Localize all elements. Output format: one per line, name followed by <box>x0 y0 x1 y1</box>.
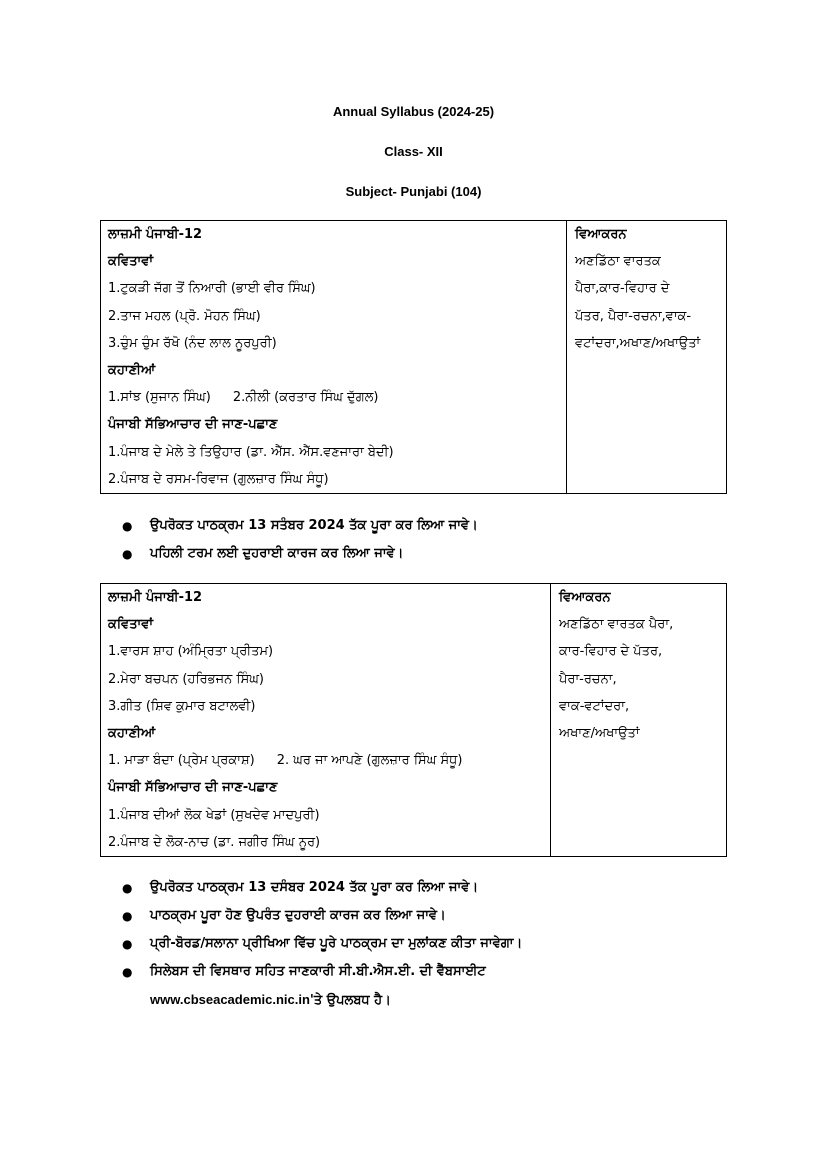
term2-stories-heading: ਕਹਾਣੀਆਂ <box>108 725 156 741</box>
term1-stories-heading: ਕਹਾਣੀਆਂ <box>108 362 156 378</box>
syllabus-title: Annual Syllabus (2024-25) <box>332 104 495 119</box>
term1-poems-heading: ਕਵਿਤਾਵਾਂ <box>108 254 154 270</box>
term2-poem-3: 3.ਗੀਤ (ਸ਼ਿਵ ਕੁਮਾਰ ਬਟਾਲਵੀ) <box>108 698 256 714</box>
term1-grammar-line-2: ਪੈਰਾ,ਕਾਰ-ਵਿਹਾਰ ਦੇ <box>575 281 670 297</box>
website-link[interactable]: www.cbseacademic.nic.in <box>150 992 310 1007</box>
term2-grammar-heading: ਵਿਆਕਰਨ <box>559 590 611 605</box>
term1-book-title: ਲਾਜ਼ਮੀ ਪੰਜਾਬੀ-12 <box>108 227 203 242</box>
list-item: ● ਉਪਰੋਕਤ ਪਾਠਕ੍ਰਮ 13 ਦਸੰਬਰ 2024 ਤੱਕ ਪੂਰਾ ਕਰ ਲਿਆ ਜਾਵੇ। <box>122 874 522 902</box>
term1-culture-2: 2.ਪੰਜਾਬ ਦੇ ਰਸਮ-ਰਿਵਾਜ (ਗੁਲਜ਼ਾਰ ਸਿੰਘ ਸੰਧੂ) <box>108 471 329 487</box>
term2-story-2: 2. ਘਰ ਜਾ ਆਪਣੇ (ਗੁਲਜ਼ਾਰ ਸਿੰਘ ਸੰਧੂ) <box>276 753 463 769</box>
term2-poems-heading: ਕਵਿਤਾਵਾਂ <box>108 617 154 633</box>
list-item: ● ਉਪਰੋਕਤ ਪਾਠਕ੍ਰਮ 13 ਸਤੰਬਰ 2024 ਤੱਕ ਪੂਰਾ ਕਰ ਲਿਆ ਜਾਵੇ। <box>122 512 478 540</box>
term2-notes-list <box>122 874 522 1014</box>
website-suffix: 'ਤੇ ਉਪਲਬਧ ਹੈ। <box>309 993 391 1008</box>
term1-notes-list <box>122 512 478 568</box>
bullet-icon: ● <box>122 909 133 923</box>
term1-grammar-cell <box>567 221 727 494</box>
list-item: ● ਪਾਠਕ੍ਰਮ ਪੂਰਾ ਹੋਣ ਉਪਰੰਤ ਦੁਹਰਾਈ ਕਾਰਜ ਕਰ ਲਿਆ ਜਾਵੇ। <box>122 902 522 930</box>
term2-grammar-line-1: ਅਣਡਿੱਠਾ ਵਾਰਤਕ ਪੈਰਾ, <box>559 617 674 633</box>
term2-culture-heading: ਪੰਜਾਬੀ ਸੱਭਿਆਚਾਰ ਦੀ ਜਾਣ-ਪਛਾਣ <box>108 780 278 796</box>
term1-story-1: 1.ਸਾਂਝ (ਸੁਜਾਨ ਸਿੰਘ) <box>108 390 211 406</box>
term1-grammar-line-1: ਅਣਡਿੱਠਾ ਵਾਰਤਕ <box>575 254 661 270</box>
term1-grammar-line-4: ਵਟਾਂਦਰਾ,ਅਖਾਣ/ਅਖਾਉਤਾਂ <box>575 335 701 351</box>
term1-grammar-heading: ਵਿਆਕਰਨ <box>575 227 627 242</box>
bullet-icon: ● <box>122 547 133 561</box>
term1-poem-3: 3.ਚੁੰਮ ਚੁੰਮ ਰੱਖੋ (ਨੰਦ ਲਾਲ ਨੂਰਪੁਰੀ) <box>108 335 277 351</box>
bullet-icon: ● <box>122 937 133 951</box>
term2-culture-1: 1.ਪੰਜਾਬ ਦੀਆਂ ਲੋਕ ਖੇਡਾਂ (ਸੁਖਦੇਵ ਮਾਦਪੁਰੀ) <box>108 807 320 823</box>
term2-grammar-line-5: ਅਖਾਣ/ਅਖਾਉਤਾਂ <box>559 725 640 741</box>
term1-syllabus-table <box>100 220 727 494</box>
term1-literature-cell <box>101 221 567 494</box>
term2-grammar-cell <box>551 584 727 857</box>
term1-culture-1: 1.ਪੰਜਾਬ ਦੇ ਮੇਲੇ ਤੇ ਤਿਉਹਾਰ (ਡਾ. ਐੱਸ. ਐੱਸ.ਵਣਜਾਰਾ ਬੇਦੀ) <box>108 444 394 460</box>
website-line <box>122 986 522 1014</box>
term2-syllabus-table <box>100 583 727 857</box>
list-item: ● ਸਿਲੇਬਸ ਦੀ ਵਿਸਥਾਰ ਸਹਿਤ ਜਾਣਕਾਰੀ ਸੀ.ਬੀ.ਐਸ.ਈ. ਦੀ ਵੈੱਬਸਾਈਟ <box>122 958 522 986</box>
bullet-icon: ● <box>122 881 133 895</box>
term1-poem-2: 2.ਤਾਜ ਮਹਲ (ਪ੍ਰੋ. ਮੋਹਨ ਸਿੰਘ) <box>108 308 261 324</box>
term2-grammar-line-4: ਵਾਕ-ਵਟਾਂਦਰਾ, <box>559 698 630 714</box>
term2-book-title: ਲਾਜ਼ਮੀ ਪੰਜਾਬੀ-12 <box>108 590 203 605</box>
term2-culture-2: 2.ਪੰਜਾਬ ਦੇ ਲੋਕ-ਨਾਚ (ਡਾ. ਜਗੀਰ ਸਿੰਘ ਨੂਰ) <box>108 834 321 850</box>
term2-poem-2: 2.ਮੇਰਾ ਬਚਪਨ (ਹਰਿਭਜਨ ਸਿੰਘ) <box>108 671 264 687</box>
term1-grammar-line-3: ਪੱਤਰ, ਪੈਰਾ-ਰਚਨਾ,ਵਾਕ- <box>575 308 692 324</box>
bullet-icon: ● <box>122 965 133 979</box>
term2-grammar-line-2: ਕਾਰ-ਵਿਹਾਰ ਦੇ ਪੱਤਰ, <box>559 644 663 660</box>
list-item: ● ਪਹਿਲੀ ਟਰਮ ਲਈ ਦੁਹਰਾਈ ਕਾਰਜ ਕਰ ਲਿਆ ਜਾਵੇ। <box>122 540 478 568</box>
term2-grammar-line-3: ਪੈਰਾ-ਰਚਨਾ, <box>559 671 617 687</box>
term1-story-2: 2.ਨੀਲੀ (ਕਰਤਾਰ ਸਿੰਘ ਦੁੱਗਲ) <box>232 390 379 406</box>
term2-literature-cell <box>101 584 551 857</box>
term1-stories-row <box>101 384 566 411</box>
term2-poem-1: 1.ਵਾਰਸ ਸ਼ਾਹ (ਅੰਮ੍ਰਿਤਾ ਪ੍ਰੀਤਮ) <box>108 644 274 660</box>
list-item: ● ਪ੍ਰੀ-ਬੋਰਡ/ਸਲਾਨਾ ਪ੍ਰੀਖਿਆ ਵਿੱਚ ਪੂਰੇ ਪਾਠਕ੍ਰਮ ਦਾ ਮੁਲਾਂਕਣ ਕੀਤਾ ਜਾਵੇਗਾ। <box>122 930 522 958</box>
term2-stories-row <box>101 747 550 774</box>
subject-label: Subject- Punjabi (104) <box>345 184 482 199</box>
term1-culture-heading: ਪੰਜਾਬੀ ਸੱਭਿਆਚਾਰ ਦੀ ਜਾਣ-ਪਛਾਣ <box>108 417 278 433</box>
term1-poem-1: 1.ਟੁਕੜੀ ਜੱਗ ਤੋਂ ਨਿਆਰੀ (ਭਾਈ ਵੀਰ ਸਿੰਘ) <box>108 281 316 297</box>
term2-story-1: 1. ਮਾੜਾ ਬੰਦਾ (ਪ੍ਰੇਮ ਪ੍ਰਕਾਸ਼) <box>108 753 255 769</box>
class-label: Class- XII <box>384 144 443 159</box>
bullet-icon: ● <box>122 519 133 533</box>
